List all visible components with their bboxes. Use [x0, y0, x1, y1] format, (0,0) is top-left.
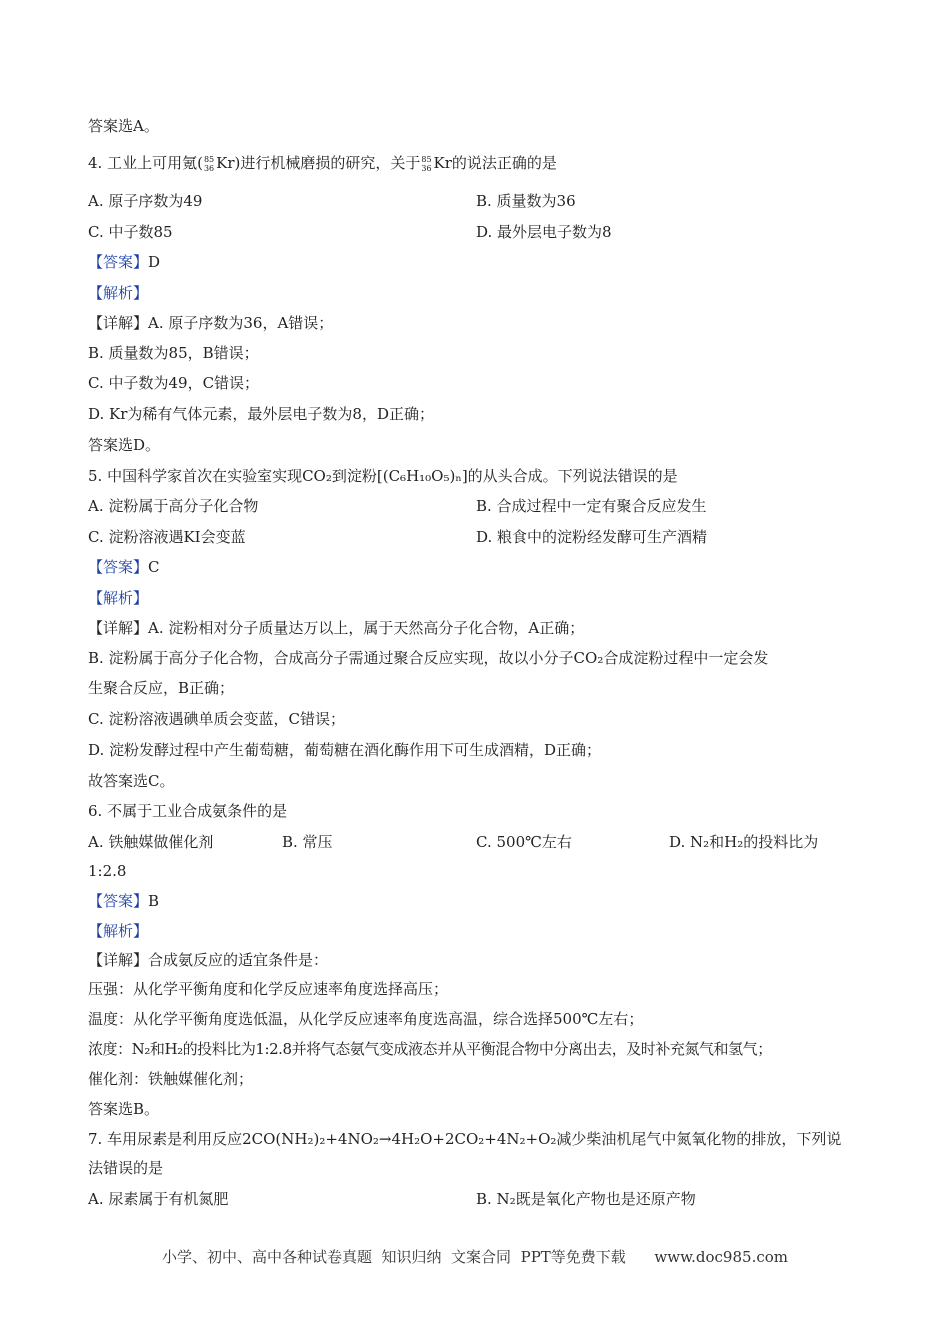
q4-option-c: C. 中子数85 [88, 223, 173, 241]
isotope-mass-2: 85 [421, 155, 432, 164]
detail-tag: 【详解】 [88, 314, 149, 332]
q5-option-b: B. 合成过程中一定有聚合反应发生 [476, 497, 707, 515]
q4-stem [88, 153, 557, 173]
q5-option-c: C. 淀粉溶液遇KI会变蓝 [88, 528, 246, 546]
detail-tag: 【详解】 [88, 619, 149, 637]
q4-stem-part-c: Kr的说法正确的是 [433, 154, 557, 172]
q3-final-answer: 答案选A。 [88, 117, 159, 135]
kr-isotope-notation [204, 155, 214, 173]
answer-value: C [148, 558, 160, 576]
q5-detail-b-line1: B. 淀粉属于高分子化合物，合成高分子需通过聚合反应实现，故以小分子CO₂合成淀粉过程中一定会发 [88, 649, 769, 667]
q5-final-answer: 故答案选C。 [88, 772, 175, 790]
q7-option-a: A. 尿素属于有机氮肥 [88, 1190, 229, 1208]
q4-answer [88, 252, 160, 272]
q5-detail-a [88, 618, 584, 638]
q4-option-a: A. 原子序数为49 [88, 192, 203, 210]
q7-option-b: B. N₂既是氧化产物也是还原产物 [476, 1190, 696, 1208]
answer-tag: 【答案】 [88, 892, 149, 910]
q6-option-d: D. N₂和H₂的投料比为 [669, 833, 819, 851]
q4-stem-part-a: 4. 工业上可用氪( [88, 154, 203, 172]
q5-analysis-tag: 【解析】 [88, 589, 149, 607]
q5-answer [88, 557, 160, 577]
q5-detail-b-line2: 生聚合反应，B正确； [88, 679, 235, 697]
q6-temperature: 温度：从化学平衡角度选低温，从化学反应速率角度选高温，综合选择500℃左右； [88, 1010, 644, 1028]
q6-detail-intro [88, 950, 328, 970]
answer-value: D [148, 253, 161, 271]
q5-option-a: A. 淀粉属于高分子化合物 [88, 497, 259, 515]
detail-text: A. 淀粉相对分子质量达万以上，属于天然高分子化合物，A正确； [148, 619, 585, 637]
q4-detail-c: C. 中子数为49，C错误； [88, 374, 260, 392]
detail-text: 合成氨反应的适宜条件是： [148, 951, 329, 969]
q6-final-answer: 答案选B。 [88, 1100, 160, 1118]
q5-detail-d: D. 淀粉发酵过程中产生葡萄糖，葡萄糖在酒化酶作用下可生成酒精，D正确； [88, 741, 602, 759]
q4-option-b: B. 质量数为36 [476, 192, 576, 210]
q6-catalyst: 催化剂：铁触媒催化剂； [88, 1070, 254, 1088]
detail-text: A. 原子序数为36，A错误； [148, 314, 334, 332]
q6-option-c: C. 500℃左右 [476, 833, 572, 851]
q6-stem: 6. 不属于工业合成氨条件的是 [88, 802, 288, 820]
q4-analysis-tag: 【解析】 [88, 284, 149, 302]
kr-isotope-notation-2 [421, 155, 431, 173]
q4-option-d: D. 最外层电子数为8 [476, 223, 612, 241]
q6-concentration: 浓度：N₂和H₂的投料比为1:2.8并将气态氨气变成液态并从平衡混合物中分离出去，及时补充氮气和氢气； [88, 1040, 772, 1058]
q7-stem-line1: 7. 车用尿素是利用反应2CO(NH₂)₂+4NO₂→4H₂O+2CO₂+4N₂+O₂减少柴油机尾气中氮氧化物的排放，下列说 [88, 1130, 842, 1148]
isotope-number: 36 [203, 164, 215, 173]
q5-detail-c: C. 淀粉溶液遇碘单质会变蓝，C错误； [88, 710, 345, 728]
answer-tag: 【答案】 [88, 253, 149, 271]
q4-detail-a [88, 313, 333, 333]
q5-stem: 5. 中国科学家首次在实验室实现CO₂到淀粉[(C₆H₁₀O₅)ₙ]的从头合成。下列说法错误的是 [88, 467, 678, 485]
q7-stem-line2: 法错误的是 [88, 1159, 164, 1177]
q6-pressure: 压强：从化学平衡角度和化学反应速率角度选择高压； [88, 980, 449, 998]
page-footer: 小学、初中、高中各种试卷真题 知识归纳 文案合同 PPT等免费下载 www.doc985.com [161, 1248, 788, 1266]
q6-option-b: B. 常压 [282, 833, 333, 851]
q4-detail-b: B. 质量数为85，B错误； [88, 344, 259, 362]
answer-value: B [148, 892, 160, 910]
q6-analysis-tag: 【解析】 [88, 922, 149, 940]
q6-answer [88, 891, 159, 911]
answer-tag: 【答案】 [88, 558, 149, 576]
isotope-number-2: 36 [421, 164, 432, 173]
q4-final-answer: 答案选D。 [88, 436, 161, 454]
q4-detail-d: D. Kr为稀有气体元素，最外层电子数为8，D正确； [88, 405, 434, 423]
q6-option-a: A. 铁触媒做催化剂 [88, 833, 214, 851]
q4-stem-part-b: Kr)进行机械磨损的研究，关于 [216, 154, 421, 172]
q6-option-d-cont: 1:2.8 [88, 862, 127, 880]
detail-tag: 【详解】 [88, 951, 149, 969]
isotope-mass: 85 [203, 155, 215, 164]
q5-option-d: D. 粮食中的淀粉经发酵可生产酒精 [476, 528, 708, 546]
